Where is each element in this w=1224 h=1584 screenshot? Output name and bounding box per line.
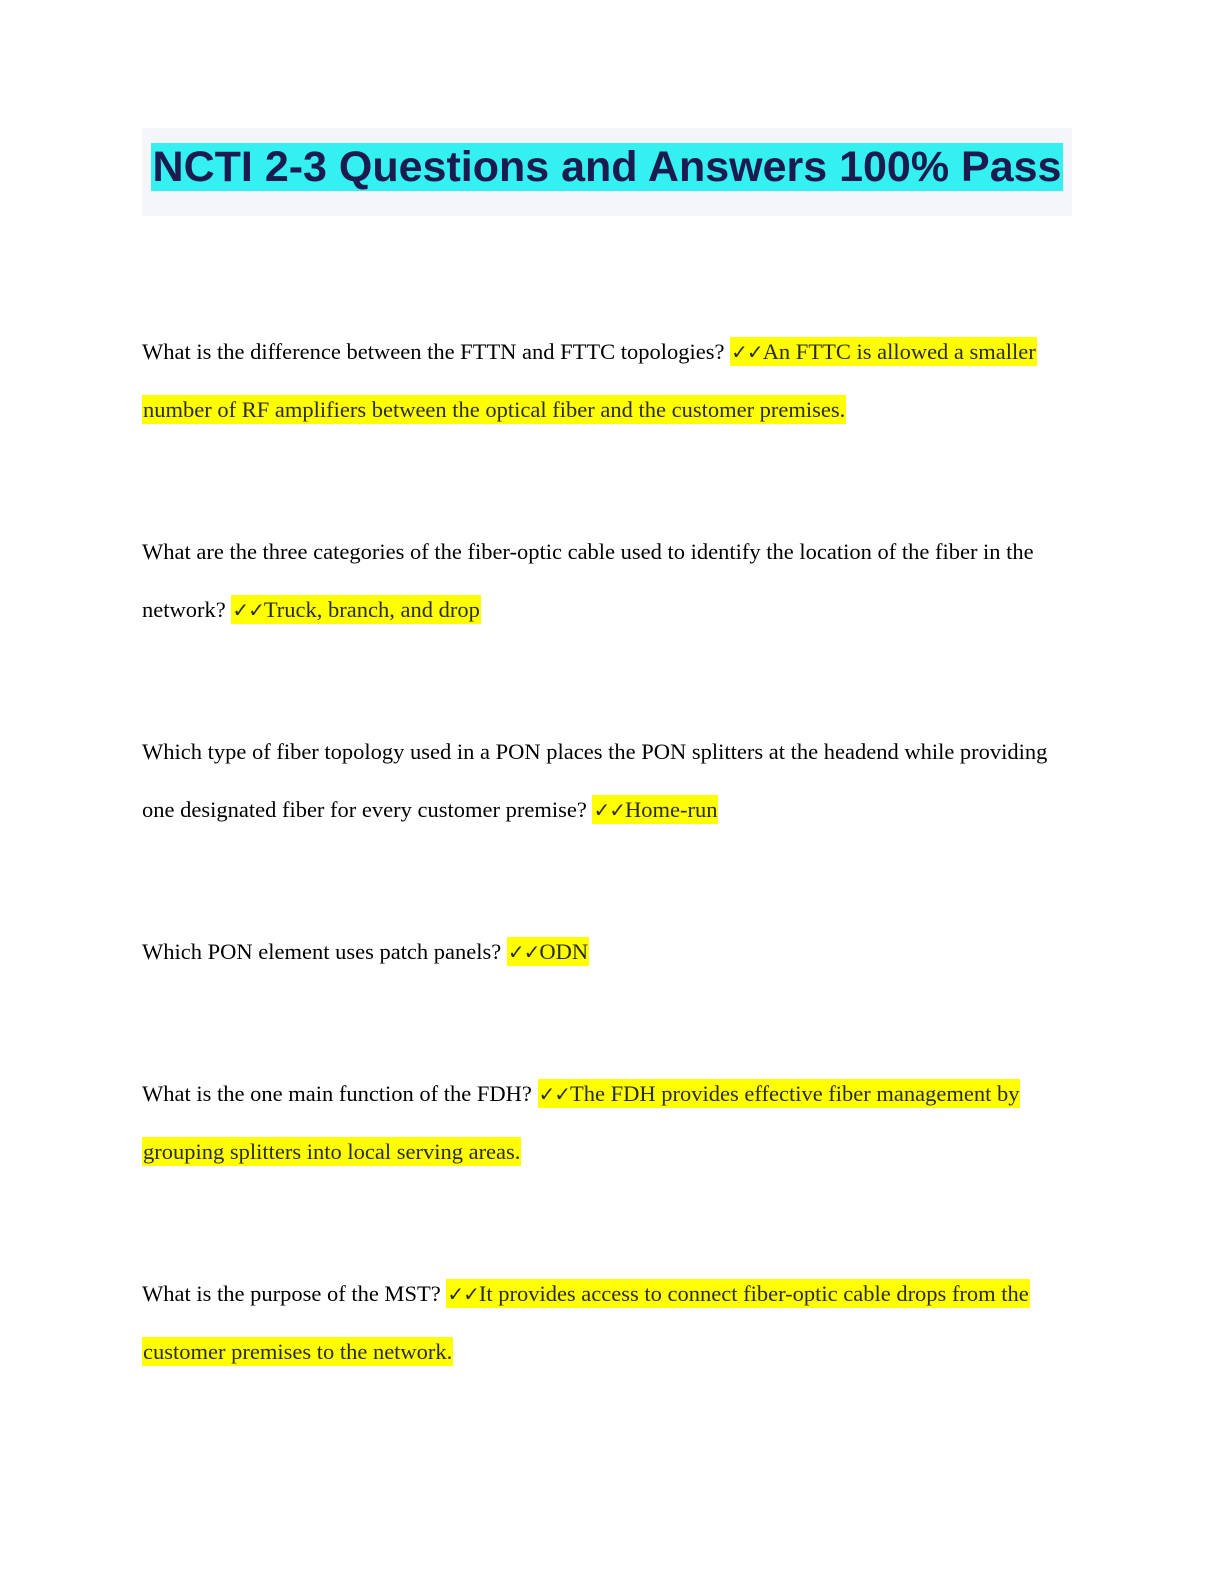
check-icon: ✓✓ [538,1081,571,1106]
answer-body: Home-run [624,796,718,822]
answer-body: ODN [539,938,589,964]
check-icon: ✓✓ [507,939,540,964]
qa-item [142,523,1072,639]
qa-item [142,1265,1072,1381]
answer-text [507,937,589,966]
answer-body: Truck, branch, and drop [263,596,480,622]
question-text: What is the difference between the FTTN and FTTC topologies? [142,338,731,364]
qa-list [142,300,1072,1381]
qa-item [142,1065,1072,1181]
question-text: What is the purpose of the MST? [142,1280,447,1306]
question-text: Which type of fiber topology used in a PON places the PON splitters at the headend while providing one designated fiber for every customer premise? [142,738,1048,822]
question-text: What are the three categories of the fiber-optic cable used to identify the location of the fiber in the network? [142,538,1034,622]
check-icon: ✓✓ [232,597,264,622]
qa-item [142,723,1072,839]
question-text: What is the one main function of the FDH? [142,1080,538,1106]
answer-text [231,595,481,624]
answer-body: An FTTC is allowed a smaller number of RF amplifiers between the optical fiber and the customer premises. [143,338,1036,422]
document-title-block [142,128,1072,216]
answer-text [592,795,718,824]
question-text: Which PON element uses patch panels? [142,938,507,964]
answer-body: It provides access to connect fiber-optic cable drops from the customer premises to the network. [143,1280,1029,1364]
qa-item [142,323,1072,439]
qa-item [142,923,1072,981]
check-icon: ✓✓ [447,1281,479,1306]
check-icon: ✓✓ [731,339,763,364]
answer-body: The FDH provides effective fiber management by grouping splitters into local serving areas. [143,1080,1020,1164]
page-title: NCTI 2-3 Questions and Answers 100% Pass [152,143,1062,191]
check-icon: ✓✓ [593,797,625,822]
